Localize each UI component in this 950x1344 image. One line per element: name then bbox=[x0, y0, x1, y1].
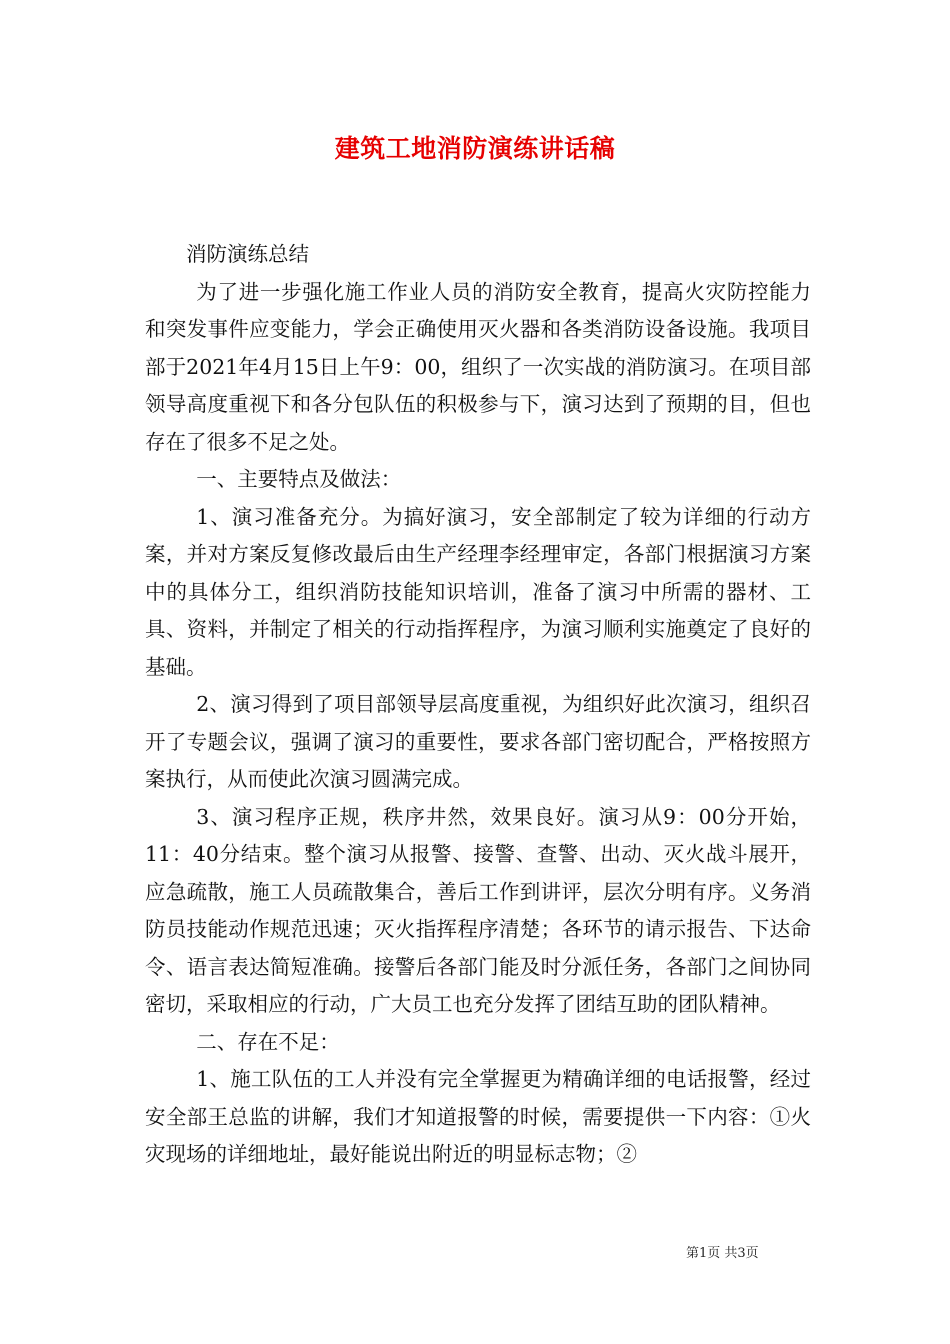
document-body bbox=[145, 236, 811, 1174]
paragraph-intro: 为了进一步强化施工作业人员的消防安全教育，提高火灾防控能力和突发事件应变能力，学会正确使用灭火器和各类消防设备设施。我项目部于2021年4月15日上午9：00，组织了一次实战的消防演习。在项目部领导高度重视下和各分包队伍的积极参与下，演习达到了预期的目，但也存在了很多不足之处。 bbox=[145, 279, 811, 454]
document-title: 建筑工地消防演练讲话稿 bbox=[334, 134, 616, 163]
section-heading-features: 一、主要特点及做法： bbox=[196, 467, 402, 491]
page-number: 第1页 共3页 bbox=[686, 1246, 759, 1261]
section-heading-summary: 消防演练总结 bbox=[186, 242, 309, 266]
paragraph-shortcoming-1: 1、施工队伍的工人并没有完全掌握更为精确详细的电话报警，经过安全部王总监的讲解，我们才知道报警的时候，需要提供一下内容：①火灾现场的详细地址，最好能说出附近的明显标志物；② bbox=[145, 1067, 811, 1166]
paragraph-feature-2: 2、演习得到了项目部领导层高度重视，为组织好此次演习，组织召开了专题会议，强调了演习的重要性，要求各部门密切配合，严格按照方案执行，从而使此次演习圆满完成。 bbox=[145, 692, 811, 791]
paragraph-feature-3: 3、演习程序正规，秩序井然，效果良好。演习从9：00分开始，11：40分结束。整个演习从报警、接警、查警、出动、灭火战斗展开，应急疏散，施工人员疏散集合，善后工作到讲评，层次分明有序。义务消防员技能动作规范迅速；灭火指挥程序清楚；各环节的请示报告、下达命令、语言表达简短准确。接警后各部门能及时分派任务，各部门之间协同密切，采取相应的行动，广大员工也充分发挥了团结互助的团队精神。 bbox=[145, 804, 811, 1016]
paragraph-feature-1: 1、演习准备充分。为搞好演习，安全部制定了较为详细的行动方案，并对方案反复修改最后由生产经理李经理审定，各部门根据演习方案中的具体分工，组织消防技能知识培训，准备了演习中所需的器材、工具、资料，并制定了相关的行动指挥程序，为演习顺利实施奠定了良好的基础。 bbox=[145, 504, 811, 679]
section-heading-shortcomings: 二、存在不足： bbox=[196, 1029, 340, 1054]
